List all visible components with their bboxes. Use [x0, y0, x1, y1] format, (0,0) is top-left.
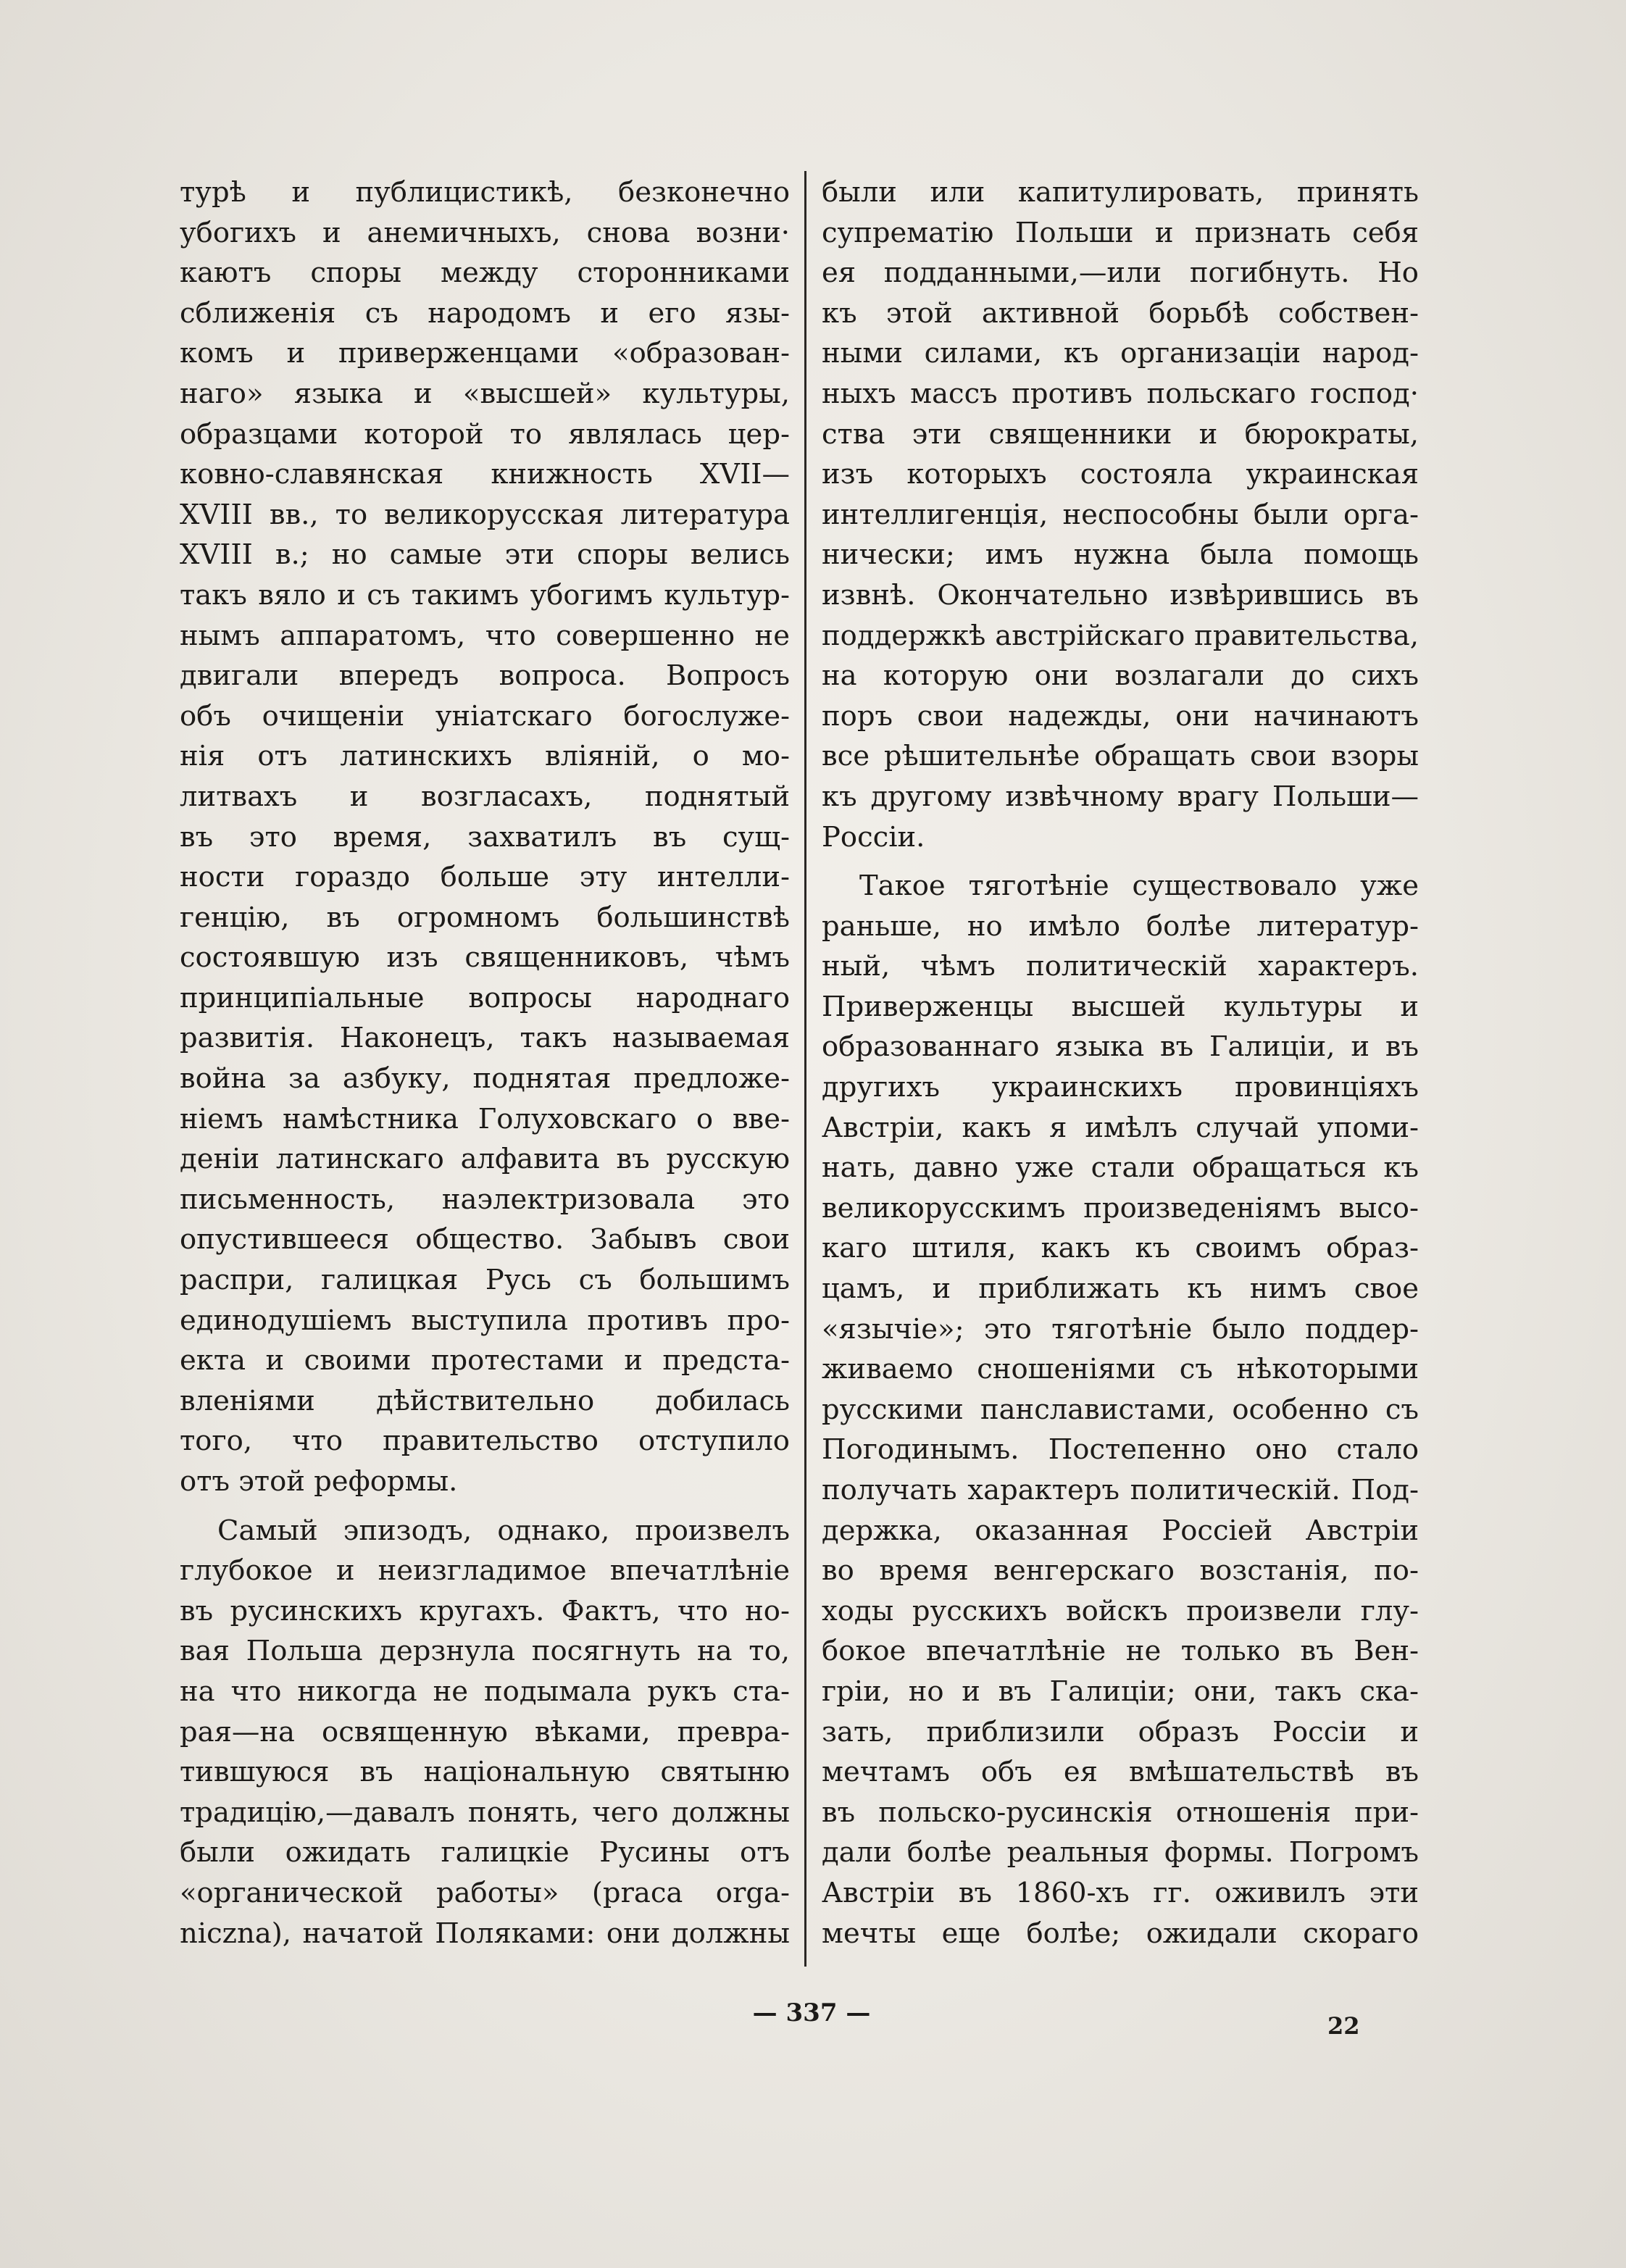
text-line: такъ вяло и съ такимъ убогимъ культур- — [180, 578, 790, 612]
text-line: ности гораздо больше эту интелли- — [180, 861, 790, 894]
text-line: образцами которой то являлась цер- — [180, 417, 790, 451]
text-line: вая Польша дерзнула посягнуть на то, — [180, 1635, 790, 1668]
text-line: нія отъ латинскихъ вліяній, о мо- — [180, 740, 790, 773]
text-line: XVIII вв., то великорусская литература — [180, 498, 790, 531]
text-line: нать, давно уже стали обращаться къ — [822, 1151, 1419, 1185]
text-line: литвахъ и возгласахъ, поднятый — [180, 780, 790, 813]
text-line: ными силами, къ организаціи народ- — [822, 337, 1419, 370]
text-line: ства эти священники и бюрократы, — [822, 417, 1419, 451]
text-line: раньше, но имѣло болѣе литератур- — [822, 909, 1419, 943]
text-line: поддержкѣ австрійскаго правительства, — [822, 619, 1419, 652]
text-line: поръ свои надежды, они начинаютъ — [822, 699, 1419, 733]
page-number: — 337 — — [752, 1998, 871, 2027]
text-line: война за азбуку, поднятая предложе- — [180, 1062, 790, 1096]
text-line: единодушіемъ выступила противъ про- — [180, 1304, 790, 1337]
text-line: интеллигенція, неспособны были орга- — [822, 498, 1419, 531]
text-line: ный, чѣмъ политическій характеръ. — [822, 950, 1419, 983]
text-line: деніи латинскаго алфавита въ русскую — [180, 1143, 790, 1176]
text-line: въ русинскихъ кругахъ. Фактъ, что но- — [180, 1594, 790, 1627]
text-line: ныхъ массъ противъ польскаго господ· — [822, 377, 1419, 410]
text-line: зать, приблизили образъ Россіи и — [822, 1715, 1419, 1748]
text-line: каго штиля, какъ къ своимъ образ- — [822, 1232, 1419, 1265]
text-line: niczna), начатой Поляками: они должны — [180, 1917, 790, 1950]
text-line: каютъ споры между сторонниками — [180, 257, 790, 290]
text-line: извнѣ. Окончательно извѣрившись въ — [822, 578, 1419, 612]
text-line: нымъ аппаратомъ, что совершенно не — [180, 619, 790, 652]
text-line: XVIII в.; но самые эти споры велись — [180, 538, 790, 572]
text-line: все рѣшительнѣе обращать свои взоры — [822, 740, 1419, 773]
text-line: принципіальные вопросы народнаго — [180, 981, 790, 1014]
text-line: распри, галицкая Русь съ большимъ — [180, 1264, 790, 1297]
text-line: отъ этой реформы. — [180, 1465, 458, 1498]
text-line: убогихъ и анемичныхъ, снова возни· — [180, 216, 790, 249]
text-line: ковно-славянская книжность XVII— — [180, 458, 790, 491]
text-line: получать характеръ политическій. Под- — [822, 1474, 1419, 1506]
text-line: турѣ и публицистикѣ, безконечно — [180, 176, 790, 209]
text-line: цамъ, и приближать къ нимъ свое — [822, 1272, 1419, 1306]
left-column — [180, 172, 790, 1954]
text-line: во время венгерскаго возстанія, по- — [822, 1554, 1419, 1588]
text-line: тившуюся въ національную святыню — [180, 1756, 790, 1789]
signature-mark: 22 — [1327, 2012, 1360, 2040]
text-line: двигали впередъ вопроса. Вопросъ — [180, 659, 790, 693]
text-line: комъ и приверженцами «образован- — [180, 337, 790, 370]
text-line: великорусскимъ произведеніямъ высо- — [822, 1191, 1419, 1225]
text-line: письменность, наэлектризовала это — [180, 1183, 790, 1216]
text-line: на что никогда не подымала рукъ ста- — [180, 1675, 790, 1708]
text-line: объ очищеніи уніатскаго богослуже- — [180, 699, 790, 733]
text-line: были или капитулировать, принять — [822, 176, 1419, 209]
text-line: на которую они возлагали до сихъ — [822, 659, 1419, 693]
text-line: Погодинымъ. Постепенно оно стало — [822, 1433, 1419, 1467]
text-line: «органической работы» (praca orga- — [180, 1876, 790, 1909]
text-line: бокое впечатлѣніе не только въ Вен- — [822, 1635, 1419, 1668]
text-line: русскими панславистами, особенно съ — [822, 1393, 1419, 1426]
text-line: екта и своими протестами и предста- — [180, 1344, 790, 1377]
text-line: ніемъ намѣстника Голуховскаго о вве- — [180, 1102, 790, 1135]
text-line: наго» языка и «высшей» культуры, — [180, 377, 790, 410]
text-line: Россіи. — [822, 820, 925, 854]
text-line: Самый эпизодъ, однако, произвелъ — [217, 1514, 790, 1547]
column-divider — [804, 171, 806, 1967]
text-line: изъ которыхъ состояла украинская — [822, 458, 1419, 491]
text-line: Приверженцы высшей культуры и — [822, 990, 1419, 1023]
text-line: ходы русскихъ войскъ произвели глу- — [822, 1594, 1419, 1627]
text-line: къ этой активной борьбѣ собствен- — [822, 296, 1419, 330]
text-line: живаемо сношеніями съ нѣкоторыми — [822, 1353, 1419, 1386]
text-line: Австріи, какъ я имѣлъ случай упоми- — [822, 1111, 1419, 1144]
right-column — [822, 172, 1419, 1954]
text-line: гріи, но и въ Галиціи; они, такъ ска- — [822, 1675, 1419, 1708]
text-line: сближенія съ народомъ и его язы- — [180, 296, 790, 330]
text-line: Австріи въ 1860-хъ гг. оживилъ эти — [822, 1876, 1419, 1909]
text-line: мечты еще болѣе; ожидали скораго — [822, 1917, 1419, 1950]
text-line: генцію, въ огромномъ большинствѣ — [180, 901, 790, 934]
text-line: ея подданными,—или погибнуть. Но — [822, 257, 1419, 290]
text-line: дали болѣе реальныя формы. Погромъ — [822, 1836, 1419, 1869]
text-line: того, что правительство отступило — [180, 1425, 790, 1458]
text-line: состоявшую изъ священниковъ, чѣмъ — [180, 941, 790, 975]
paragraph-gap — [180, 1502, 790, 1511]
text-line: вленіями дѣйствительно добилась — [180, 1384, 790, 1417]
text-line: супрематію Польши и признать себя — [822, 216, 1419, 249]
text-line: другихъ украинскихъ провинціяхъ — [822, 1071, 1419, 1104]
text-line: мечтамъ объ ея вмѣшательствѣ въ — [822, 1756, 1419, 1789]
text-line: въ это время, захватилъ въ сущ- — [180, 820, 790, 854]
text-line: рая—на освященную вѣками, превра- — [180, 1715, 790, 1748]
text-line: развитія. Наконецъ, такъ называемая — [180, 1022, 790, 1055]
text-line: держка, оказанная Россіей Австріи — [822, 1514, 1419, 1547]
text-line: образованнаго языка въ Галиціи, и въ — [822, 1030, 1419, 1064]
text-line: опустившееся общество. Забывъ свои — [180, 1223, 790, 1256]
text-line: традицію,—давалъ понять, чего должны — [180, 1796, 790, 1829]
text-line: глубокое и неизгладимое впечатлѣніе — [180, 1554, 790, 1588]
text-line: были ожидать галицкіе Русины отъ — [180, 1836, 790, 1869]
text-line: Такое тяготѣніе существовало уже — [859, 870, 1419, 903]
paragraph-gap — [822, 857, 1419, 866]
text-line: въ польско-русинскія отношенія при- — [822, 1796, 1419, 1829]
text-line: нически; имъ нужна была помощь — [822, 538, 1419, 572]
text-line: къ другому извѣчному врагу Польши— — [822, 780, 1419, 813]
text-line: «язычіе»; это тяготѣніе было поддер- — [822, 1312, 1419, 1346]
